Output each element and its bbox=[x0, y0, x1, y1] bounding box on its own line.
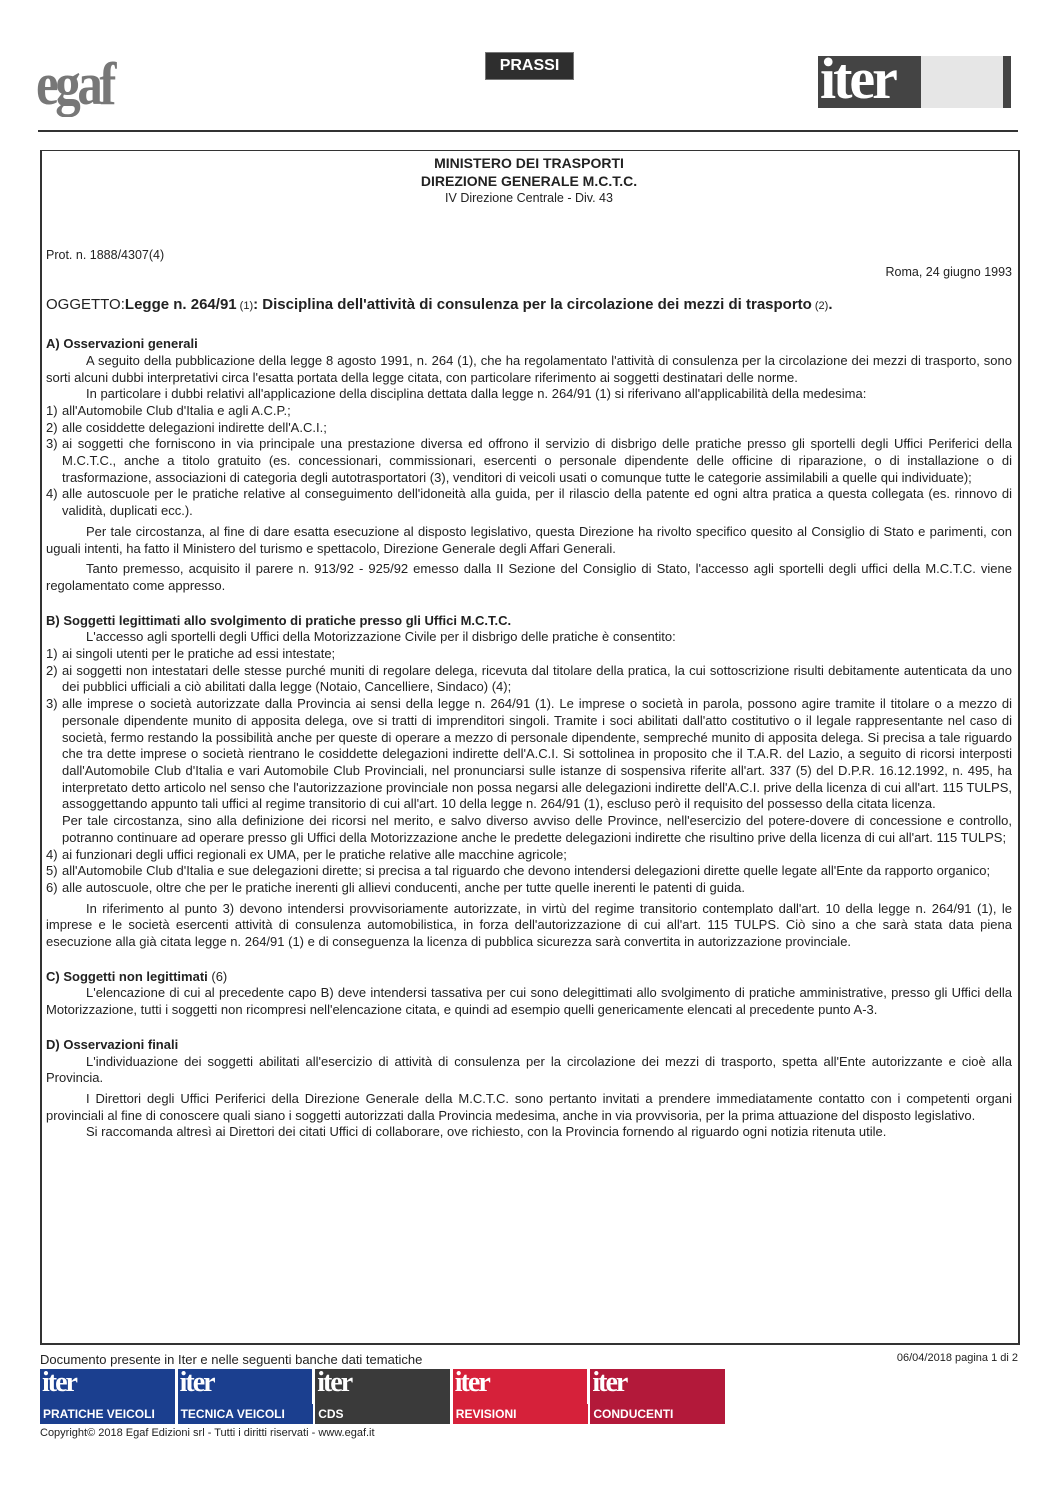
tile-label: CONDUCENTI bbox=[590, 1404, 725, 1424]
footer-doc-present: Documento presente in Iter e nelle seguenti banche dati tematiche bbox=[40, 1352, 423, 1367]
paragraph: In riferimento al punto 3) devono intendersi provvisoriamente autorizzate, in virtù del regime transitorio contemplato dall'art. 10 della legge n. 264/91 (1), le imprese e le società esercenti attività di consulenza automobilistica, in forza dell'autorizzazione di cui all'art. 115 TULPS. Ciò sino a che sarà stata data piena esecuzione alla già citata legge n. 264/91 (1) e di conseguenza la licenza di pubblica sicurezza sarà convertita in autorizzazione provinciale. bbox=[46, 900, 1012, 950]
prassi-badge: PRASSI bbox=[485, 52, 574, 80]
list-item bbox=[46, 847, 1012, 864]
tile-tecnica-veicoli[interactable] bbox=[178, 1369, 313, 1424]
list-text: ai soggetti non intestatari delle stesse purché muniti di regolare delega, ricevuta dal titolare della pratica, la cui sottoscrizione risulti debitamente autenticata da uno dei pubblici ufficiali a ciò abilitati dalla legge (Notaio, Cancelliere, Sindaco) (4); bbox=[62, 662, 1012, 695]
section-c-title bbox=[46, 969, 1012, 986]
section-d-title: D) Osservazioni finali bbox=[46, 1036, 179, 1052]
tile-logo: iter bbox=[42, 1367, 76, 1398]
paragraph: L'individuazione dei soggetti abilitati all'esercizio di attività di consulenza per la circolazione dei mezzi di trasporto, spetta all'Ente autorizzante e cioè alla Provincia. bbox=[46, 1053, 1012, 1086]
database-tiles bbox=[40, 1369, 728, 1424]
section-c-note: (6) bbox=[207, 968, 228, 984]
list-num: 4) bbox=[46, 846, 58, 862]
section-a-title: A) Osservazioni generali bbox=[46, 336, 198, 352]
paragraph: Tanto premesso, acquisito il parere n. 913/92 - 925/92 emesso dalla II Sezione del Consiglio di Stato, l'accesso agli sportelli degli uffici della M.C.T.C. viene regolamentato come appresso. bbox=[46, 561, 1012, 593]
subject-prefix: OGGETTO: bbox=[46, 296, 125, 314]
protocol-number: Prot. n. 1888/4307(4) bbox=[46, 247, 165, 262]
list-num: 3) bbox=[46, 436, 58, 452]
list-text: ai singoli utenti per le pratiche ad essi intestate; bbox=[62, 646, 336, 662]
list-item bbox=[46, 863, 1012, 880]
paragraph: In particolare i dubbi relativi all'applicazione della disciplina dettata dalla legge n. 264/91 (1) si riferivano all'applicabilità della medesima: bbox=[86, 386, 867, 402]
list-text: alle cosiddette delegazioni indirette dell'A.C.I.; bbox=[62, 419, 327, 435]
tile-cds[interactable] bbox=[315, 1369, 450, 1424]
header-divider bbox=[38, 130, 1018, 132]
place-date: Roma, 24 giugno 1993 bbox=[885, 265, 1012, 280]
list-num: 2) bbox=[46, 419, 58, 435]
list-item bbox=[46, 486, 1012, 519]
tile-revisioni[interactable] bbox=[453, 1369, 588, 1424]
paragraph: Per tale circostanza, al fine di dare esatta esecuzione al disposto legislativo, questa Direzione ha rivolto specifico quesito al Consiglio di Stato e parimenti, con uguali intenti, ha fatto il Ministero del turismo e spettacolo, Direzione Generale degli Affari Generali. bbox=[46, 523, 1012, 556]
list-text bbox=[62, 696, 1012, 846]
list-item bbox=[46, 663, 1012, 696]
list-num: 1) bbox=[46, 646, 58, 662]
list-text: all'Automobile Club d'Italia e agli A.C.P.; bbox=[62, 402, 291, 418]
copyright: Copyright© 2018 Egaf Edizioni srl - Tutti i diritti riservati - www.egaf.it bbox=[40, 1427, 375, 1439]
list-item bbox=[46, 403, 1012, 420]
iter-logo bbox=[818, 46, 1011, 111]
direction-title: DIREZIONE GENERALE M.C.T.C. bbox=[420, 173, 638, 189]
subject-text: : Disciplina dell'attività di consulenza per la circolazione dei mezzi di trasporto bbox=[253, 296, 812, 314]
paragraph: Si raccomanda altresì ai Direttori dei citati Uffici di collaborare, ove richiesto, con la Provincia fornendo al riguardo ogni notizia ritenuta utile. bbox=[86, 1124, 887, 1140]
list-text-part: Per tale circostanza, sino alla definizione dei ricorsi nel merito, e salvo diverso avviso delle Province, nell'esercizio del potere-dovere di concessione e controllo, potranno continuare ad operare presso gli Uffici della Motorizzazione anche le predette delegazioni indirette che risultino prive della licenza di cui all'art. 115 TULPS; bbox=[62, 813, 1012, 845]
egaf-logo: egaf bbox=[36, 51, 114, 117]
list-text: ai soggetti che forniscono in via principale una prestazione diversa ed offrono il servizio di disbrigo delle pratiche presso gli sportelli degli Uffici Periferici della M.C.T.C., anche a titolo gratuito (es. concessionari, commissionari, esercenti o personale dipendente delle officine di riparazione, o di installazione o di trasformazione, associazioni di categoria degli autotrasportatori (3), venditori di veicoli usati o comunque tutte le categorie assimilabili a quelle qui individuate); bbox=[62, 436, 1012, 485]
paragraph: L'elencazione di cui al precedente capo B) deve intendersi tassativa per cui sono delegittimati allo svolgimento di pratiche amministrative, presso gli Uffici della Motorizzazione, tutti i soggetti non ricompresi nell'elencazione citata, e quindi ad esempio quelli genericamente elencati al precedente punto A-3. bbox=[46, 985, 1012, 1018]
subject-law: Legge n. 264/91 bbox=[124, 296, 237, 314]
tile-conducenti[interactable] bbox=[590, 1369, 725, 1424]
subject-line bbox=[46, 295, 1012, 316]
footer-page-info: 06/04/2018 pagina 1 di 2 bbox=[896, 1352, 1018, 1364]
division-subtitle: IV Direzione Centrale - Div. 43 bbox=[445, 191, 613, 205]
paragraph: L'accesso agli sportelli degli Uffici della Motorizzazione Civile per il disbrigo delle pratiche è consentito: bbox=[86, 629, 676, 645]
tile-label: TECNICA VEICOLI bbox=[178, 1404, 313, 1424]
list-text: alle autoscuole per le pratiche relative al conseguimento dell'idoneità alla guida, per il rilascio della patente ed ogni altra pratica a questa collegata (es. rinnovo di validità, duplicati ecc.). bbox=[62, 486, 1012, 519]
list-item bbox=[46, 420, 1012, 437]
section-b-title: B) Soggetti legittimati allo svolgimento di pratiche presso gli Uffici M.C.T.C. bbox=[46, 612, 512, 628]
paragraph: A seguito della pubblicazione della legge 8 agosto 1991, n. 264 (1), che ha regolamentato l'attività di consulenza per la circolazione dei mezzi di trasporto, sono sorti alcuni dubbi interpretativi circa l'esatta portata della legge citata, con particolare riferimento ai soggetti destinatari delle norme. bbox=[46, 352, 1012, 385]
list-num: 6) bbox=[46, 879, 58, 895]
list-text: alle autoscuole, oltre che per le pratiche inerenti gli allievi conducenti, anche per tutte quelle inerenti le patenti di guida. bbox=[62, 879, 745, 895]
list-num: 1) bbox=[46, 402, 58, 418]
tile-label: REVISIONI bbox=[453, 1404, 588, 1424]
tile-logo: iter bbox=[592, 1367, 627, 1398]
tile-logo: iter bbox=[454, 1367, 489, 1398]
list-item bbox=[46, 696, 1012, 846]
document-body bbox=[46, 154, 1012, 1141]
tile-pratiche-veicoli[interactable] bbox=[40, 1369, 175, 1424]
tile-logo: iter bbox=[179, 1367, 214, 1398]
subject-end: . bbox=[828, 296, 833, 314]
list-item bbox=[46, 646, 1012, 663]
list-text-part: alle imprese o società autorizzate dalla Provincia ai sensi della legge n. 264/91 (1). Le imprese o società in parola, possono agire tramite il titolare o a mezzo di personale dipendente munito di apposita delega, ove si tratti di imprenditori singoli. Tramite i soci abilitati dall'atto costitutivo o il legale rappresentante nel caso di società, fermo restando la possibilità anche per queste di operare a mezzo di personale dipendente, sempreché munito di apposita delega. Si precisa a tale riguardo che tra dette imprese o società rientrano le cosiddette delegazioni indirette dell'A.C.I. Si sottolinea in proposito che il T.A.R. del Lazio, a seguito di ricorsi interposti dall'Automobile Club d'Italia e vari Automobile Club Provinciali, nel pronunciarsi sulle istanze di sospensiva riferite all'art. 337 (5) del D.P.R. 16.12.1992, n. 495, ha interpretato detto articolo nel senso che l'autorizzazione provinciale non possa negarsi alle delegazioni indirette dell'A.C.I. prive della licenza di cui all'art. 115 TULPS, assoggettando appunto tali uffici al regime transitorio di cui all'art. 10 della legge n. 264/91 (1), escluso però il requisito del possesso della citata licenza. bbox=[62, 696, 1013, 812]
subject-note-1: (1) bbox=[236, 300, 254, 313]
list-num: 3) bbox=[46, 696, 58, 712]
list-num: 2) bbox=[46, 662, 58, 678]
subject-note-2: (2) bbox=[811, 300, 829, 313]
list-item bbox=[46, 436, 1012, 486]
iter-logo-text: iter bbox=[820, 46, 895, 111]
tile-logo: iter bbox=[317, 1367, 352, 1398]
list-text: ai funzionari degli uffici regionali ex UMA, per le pratiche relative alle macchine agricole; bbox=[62, 846, 567, 862]
ministry-title: MINISTERO DEI TRASPORTI bbox=[434, 155, 624, 171]
paragraph: I Direttori degli Uffici Periferici della Direzione Generale della M.C.T.C. sono pertanto invitati a prendere immediatamente contatto con i competenti organi provinciali al fine di conoscere quali siano i soggetti autorizzati dalla Provincia medesima, anche in via provvisoria, per la prima attuazione del disposto legislativo. bbox=[46, 1090, 1012, 1123]
tile-label: CDS bbox=[315, 1404, 450, 1424]
list-text: all'Automobile Club d'Italia e sue delegazioni dirette; si precisa a tal riguardo che devono intendersi delegazioni dirette quelle legate all'Ente da rapporto organico; bbox=[62, 863, 991, 879]
list-num: 5) bbox=[46, 863, 58, 879]
list-item bbox=[46, 880, 1012, 897]
section-c-title-text: C) Soggetti non legittimati bbox=[46, 968, 208, 984]
list-num: 4) bbox=[46, 486, 58, 502]
tile-label: PRATICHE VEICOLI bbox=[40, 1404, 175, 1424]
